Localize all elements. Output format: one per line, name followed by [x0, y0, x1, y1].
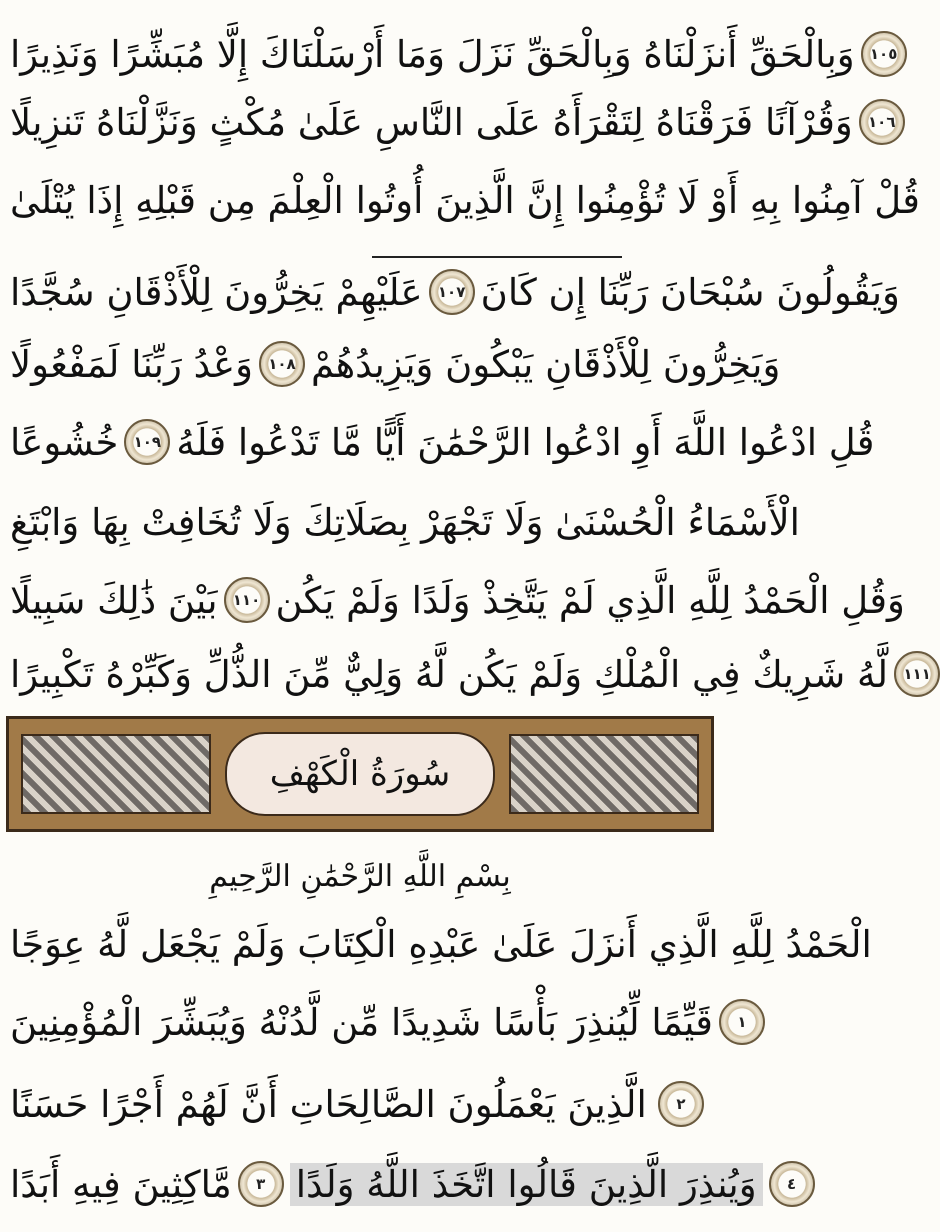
- surah-header-banner: [6, 716, 714, 832]
- verse-line-4: [10, 258, 900, 326]
- verse-text: مَّاكِثِينَ فِيهِ أَبَدًا: [10, 1162, 232, 1206]
- verse-line-10: [10, 910, 872, 978]
- verse-text: خُشُوعًا: [10, 420, 119, 464]
- verse-line-8: [10, 566, 905, 634]
- verse-text: وَبِالْحَقِّ أَنزَلْنَاهُ وَبِالْحَقِّ نَزَلَ وَمَا أَرْسَلْنَاكَ إِلَّا مُبَشِّرًا وَنَذِيرًا: [10, 32, 855, 76]
- ayah-number-marker[interactable]: ١١٠: [224, 577, 270, 623]
- verse-text: وَقُلِ الْحَمْدُ لِلَّهِ الَّذِي لَمْ يَتَّخِذْ وَلَدًا وَلَمْ يَكُن: [275, 578, 905, 622]
- verse-text: الَّذِينَ يَعْمَلُونَ الصَّالِحَاتِ أَنَّ لَهُمْ أَجْرًا حَسَنًا: [10, 1082, 647, 1126]
- verse-text: قُلِ ادْعُوا اللَّهَ أَوِ ادْعُوا الرَّحْمَٰنَ أَيًّا مَّا تَدْعُوا فَلَهُ: [176, 420, 875, 464]
- surah-title: سُورَةُ الْكَهْفِ: [225, 732, 495, 816]
- ornament-right: [509, 734, 699, 814]
- verse-line-7: [10, 488, 800, 556]
- verse-text: قُلْ آمِنُوا بِهِ أَوْ لَا تُؤْمِنُوا إِنَّ الَّذِينَ أُوتُوا الْعِلْمَ مِن قَبْلِهِ إِذَا يُتْلَىٰ: [10, 178, 920, 222]
- verse-text: وَيَقُولُونَ سُبْحَانَ رَبِّنَا إِن كَانَ: [480, 270, 900, 314]
- verse-line-12: [10, 1070, 710, 1138]
- verse-line-6: [10, 408, 875, 476]
- ayah-number-marker[interactable]: ٣: [238, 1161, 284, 1207]
- highlighted-verse-text[interactable]: وَيُنذِرَ الَّذِينَ قَالُوا اتَّخَذَ اللَّهُ وَلَدًا: [290, 1163, 763, 1206]
- verse-line-13: [10, 1150, 797, 1218]
- ornament-left: [21, 734, 211, 814]
- verse-text: وَيَخِرُّونَ لِلْأَذْقَانِ يَبْكُونَ وَيَزِيدُهُمْ: [310, 342, 781, 386]
- verse-text: لَّهُ شَرِيكٌ فِي الْمُلْكِ وَلَمْ يَكُن لَّهُ وَلِيٌّ مِّنَ الذُّلِّ وَكَبِّرْهُ تَكْبِيرًا: [10, 652, 889, 696]
- verse-text: وَقُرْآنًا فَرَقْنَاهُ لِتَقْرَأَهُ عَلَى النَّاسِ عَلَىٰ مُكْثٍ وَنَزَّلْنَاهُ تَنزِيلًا: [10, 100, 853, 144]
- verse-line-11: [10, 988, 747, 1056]
- verse-line-3: [10, 166, 920, 234]
- verse-line-1: [10, 20, 898, 88]
- ayah-number-marker[interactable]: ١٠٧: [429, 269, 475, 315]
- bismillah: بِسْمِ اللَّهِ الرَّحْمَٰنِ الرَّحِيمِ: [209, 858, 511, 894]
- ayah-number-marker[interactable]: ٢: [658, 1081, 704, 1127]
- verse-line-2: [10, 88, 896, 156]
- ayah-number-marker[interactable]: ١٠٦: [859, 99, 905, 145]
- ayah-number-marker[interactable]: ١: [719, 999, 765, 1045]
- verse-line-9: [10, 640, 931, 708]
- verse-text: عَلَيْهِمْ يَخِرُّونَ لِلْأَذْقَانِ سُجَّدًا: [10, 270, 423, 314]
- ayah-number-marker[interactable]: ١١١: [894, 651, 940, 697]
- ayah-number-marker[interactable]: ١٠٨: [259, 341, 305, 387]
- ayah-number-marker[interactable]: ١٠٩: [124, 419, 170, 465]
- verse-text: الْأَسْمَاءُ الْحُسْنَىٰ وَلَا تَجْهَرْ بِصَلَاتِكَ وَلَا تُخَافِتْ بِهَا وَابْتَغِ: [10, 500, 800, 544]
- verse-text: وَعْدُ رَبِّنَا لَمَفْعُولًا: [10, 342, 253, 386]
- verse-text: بَيْنَ ذَٰلِكَ سَبِيلًا: [10, 578, 218, 622]
- ayah-number-marker[interactable]: ٤: [769, 1161, 815, 1207]
- ayah-number-marker[interactable]: ١٠٥: [861, 31, 907, 77]
- verse-line-5: [10, 330, 781, 398]
- verse-text: الْحَمْدُ لِلَّهِ الَّذِي أَنزَلَ عَلَىٰ عَبْدِهِ الْكِتَابَ وَلَمْ يَجْعَل لَّهُ عِوَجًا: [10, 922, 872, 966]
- verse-text: قَيِّمًا لِّيُنذِرَ بَأْسًا شَدِيدًا مِّن لَّدُنْهُ وَيُبَشِّرَ الْمُؤْمِنِينَ: [10, 1000, 713, 1044]
